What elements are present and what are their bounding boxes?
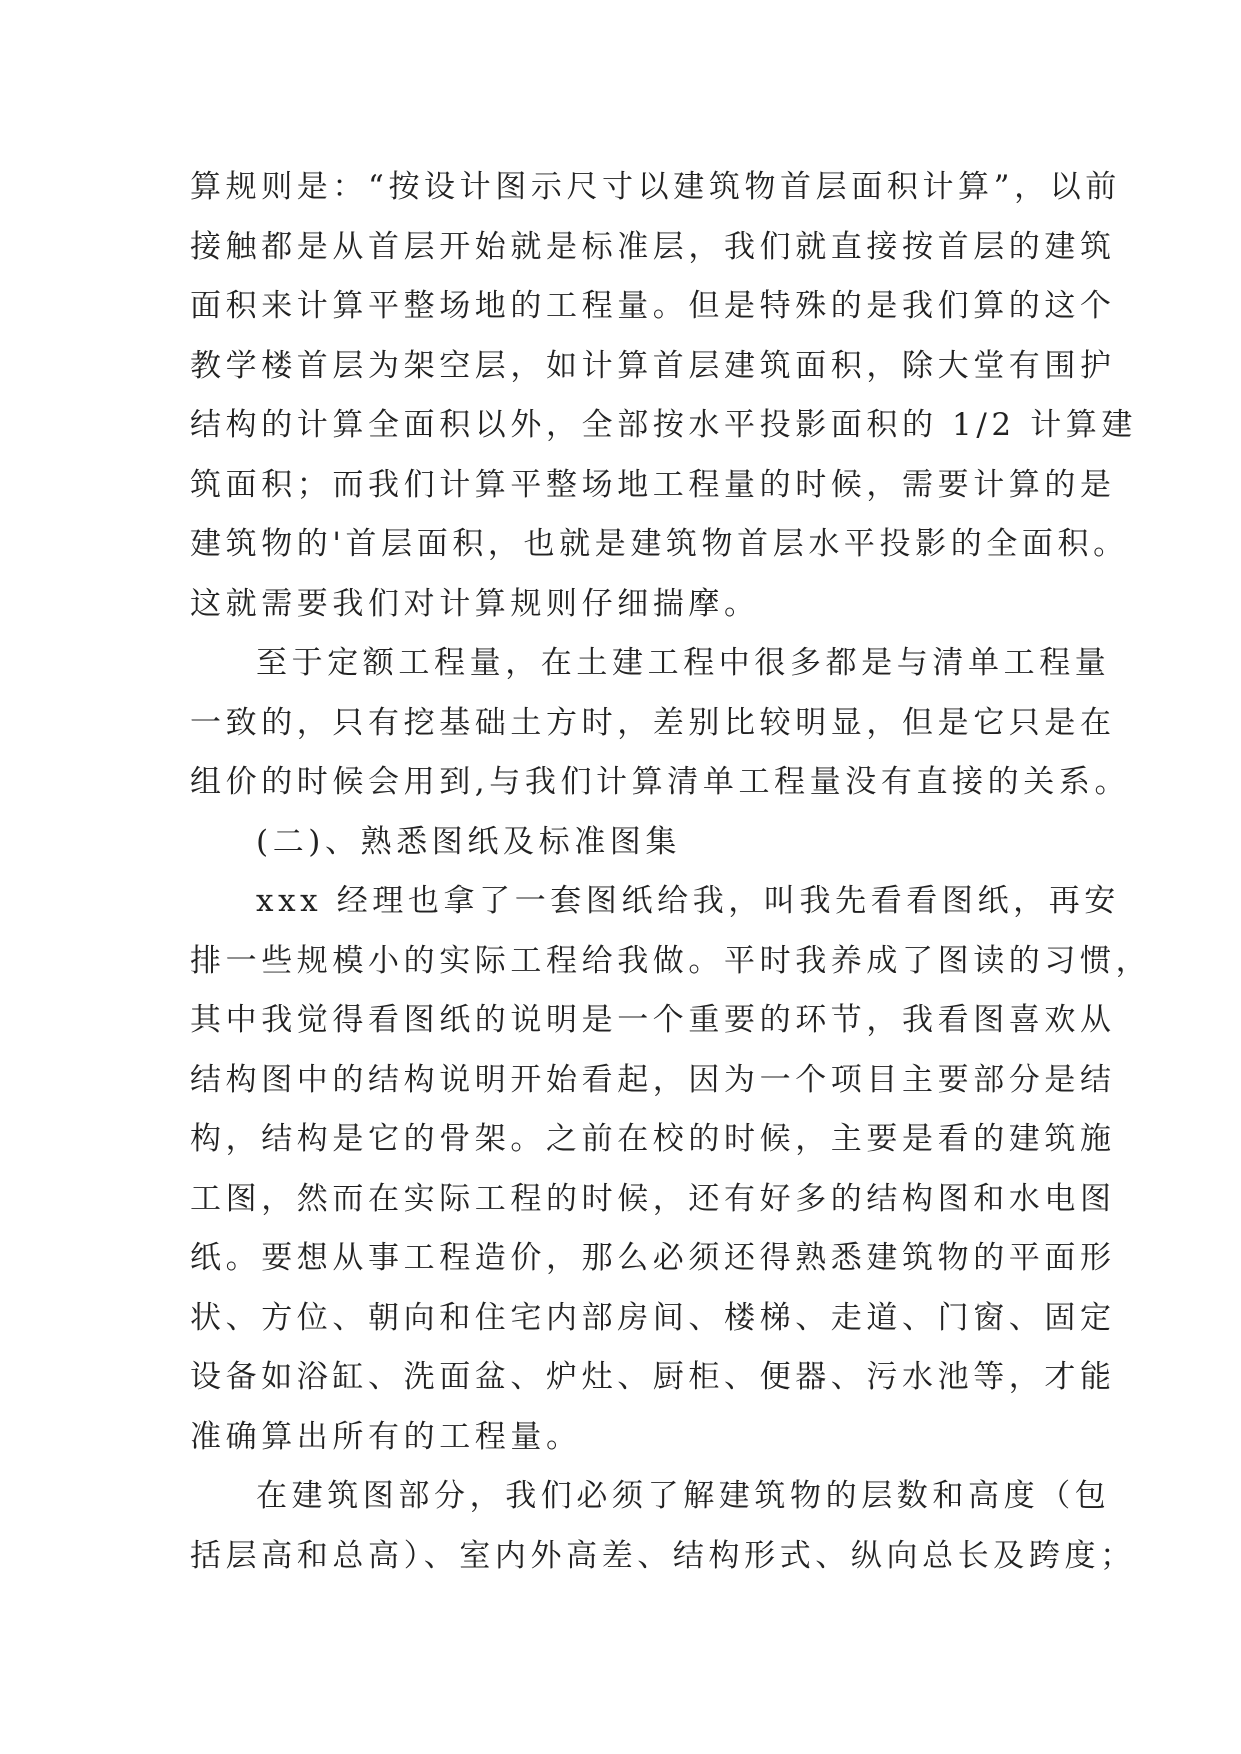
- text-line: 结构图中的结构说明开始看起，因为一个项目主要部分是结: [190, 1061, 1116, 1098]
- text-line: 教学楼首层为架空层，如计算首层建筑面积，除大堂有围护: [190, 347, 1116, 384]
- text-line: 状、方位、朝向和住宅内部房间、楼梯、走道、门窗、固定: [190, 1299, 1116, 1336]
- text-line: 面积来计算平整场地的工程量。但是特殊的是我们算的这个: [190, 288, 1116, 324]
- text-line: 筑面积；而我们计算平整场地工程量的时候，需要计算的是: [190, 466, 1116, 503]
- text-line: 其中我觉得看图纸的说明是一个重要的环节，我看图喜欢从: [190, 1002, 1116, 1038]
- text-line: 这就需要我们对计算规则仔细揣摩。: [190, 585, 760, 622]
- section-heading: [190, 813, 1070, 873]
- text-line: 一致的，只有挖基础土方时，差别比较明显，但是它只是在: [190, 704, 1116, 741]
- text-line: 建筑物的'首层面积，也就是建筑物首层水平投影的全面积。: [190, 526, 1129, 562]
- text-line: 纸。要想从事工程造价，那么必须还得熟悉建筑物的平面形: [190, 1240, 1116, 1276]
- text-line: 算规则是：“按设计图示尺寸以建筑物首层面积计算”，以前: [190, 169, 1121, 205]
- paragraph-architectural-drawings: [190, 1467, 1136, 1586]
- text-line: xxx 经理也拿了一套图纸给我，叫我先看看图纸，再安: [256, 883, 1120, 919]
- document-body: [190, 158, 1152, 1586]
- text-line: 括层高和总高）、室内外高差、结构形式、纵向总长及跨度；: [190, 1537, 1136, 1574]
- text-line: 构，结构是它的骨架。之前在校的时候，主要是看的建筑施: [190, 1121, 1116, 1157]
- text-line: 工图，然而在实际工程的时候，还有好多的结构图和水电图: [190, 1180, 1116, 1217]
- text-line: 接触都是从首层开始就是标准层，我们就直接按首层的建筑: [190, 228, 1116, 265]
- paragraph-calculation-rules: [190, 158, 1137, 634]
- paragraph-quota-quantity: [190, 634, 1131, 813]
- paragraph-drawings: [190, 872, 1152, 1467]
- text-line: 结构的计算全面积以外，全部按水平投影面积的 1/2 计算建: [190, 407, 1137, 443]
- text-line: 排一些规模小的实际工程给我做。平时我养成了图读的习惯，: [190, 942, 1152, 979]
- text-line: 至于定额工程量，在土建工程中很多都是与清单工程量: [256, 645, 1111, 681]
- section-heading-text: (二)、熟悉图纸及标准图集: [256, 823, 681, 860]
- text-line: 在建筑图部分，我们必须了解建筑物的层数和高度（包: [256, 1478, 1111, 1514]
- text-line: 设备如浴缸、洗面盆、炉灶、厨柜、便器、污水池等，才能: [190, 1359, 1116, 1395]
- text-line: 准确算出所有的工程量。: [190, 1418, 582, 1455]
- text-line: 组价的时候会用到,与我们计算清单工程量没有直接的关系。: [190, 764, 1131, 800]
